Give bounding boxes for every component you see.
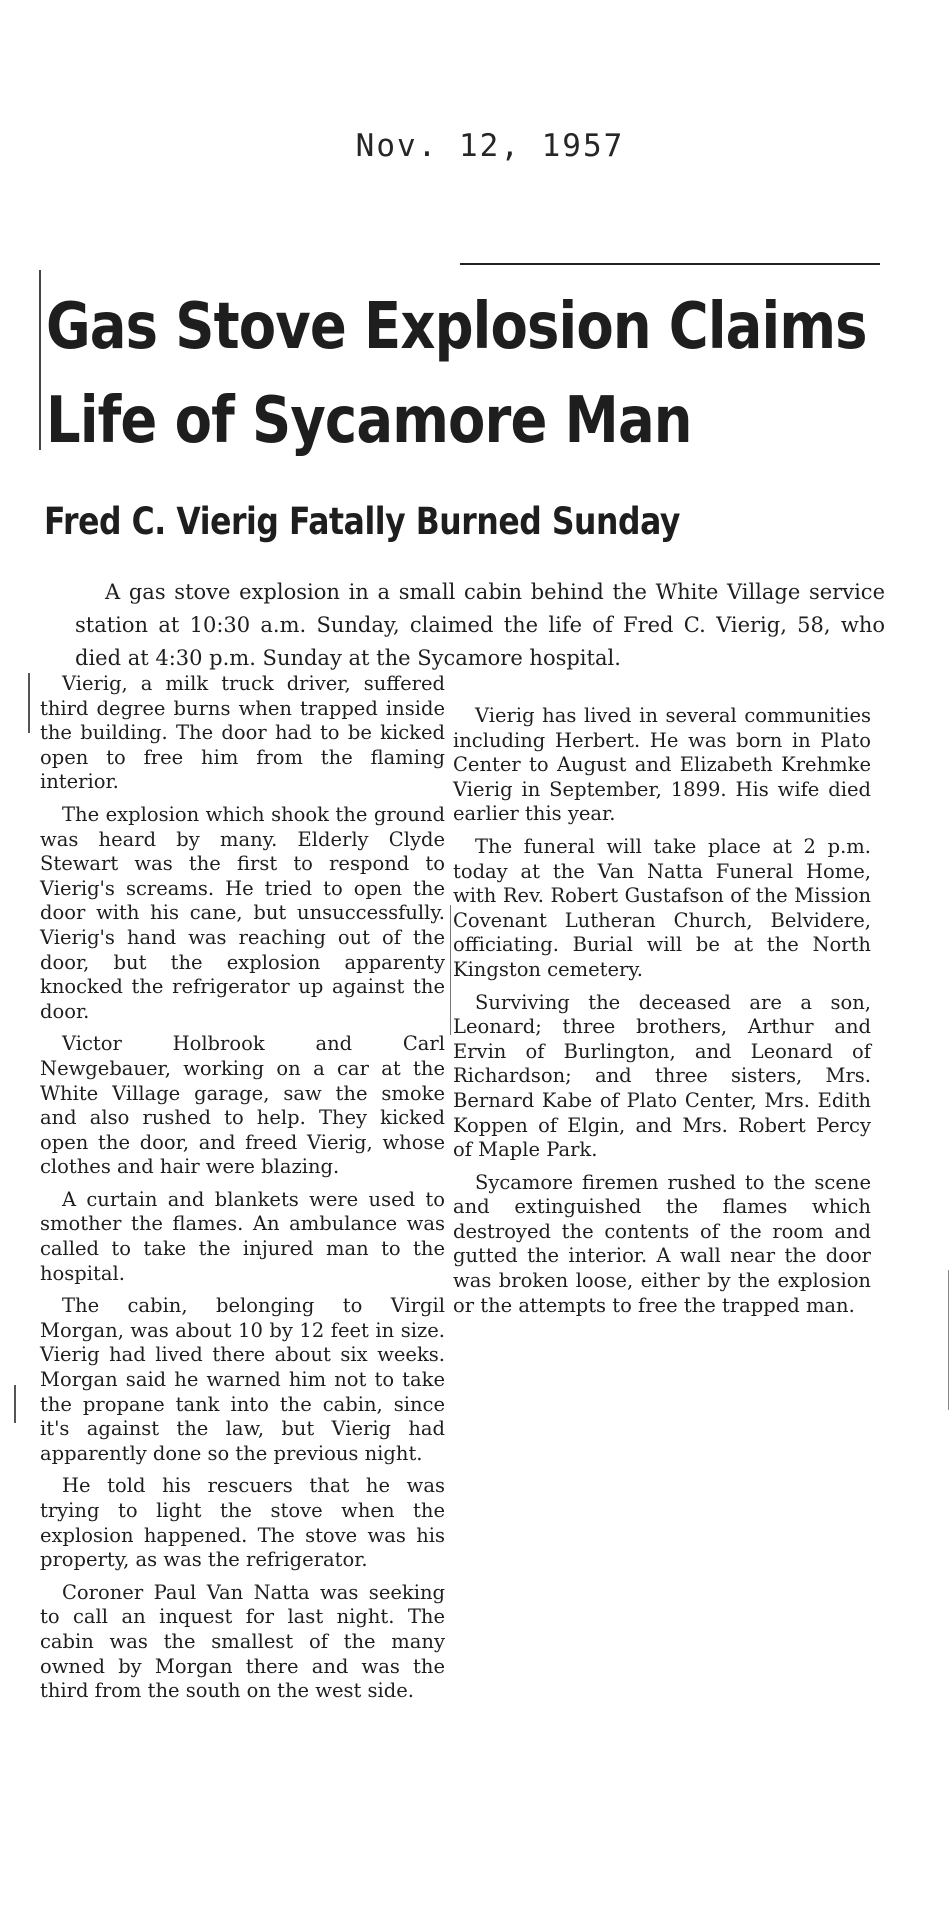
body-paragraph: Coroner Paul Van Natta was seeking to call an inquest for last night. The cabin was the smallest of the many owned by Morgan there and was the third from the south on the west side. [40, 1580, 445, 1703]
column-divider [450, 905, 451, 1035]
body-paragraph: The cabin, belonging to Virgil Morgan, was about 10 by 12 feet in size. Vierig had lived there about six weeks. Morgan said he warned him not to take the propane tank into the cabin, since it's against the law, but Vierig had apparently done so the previous night. [40, 1294, 445, 1465]
subheadline: Fred C. Vierig Fatally Burned Sunday [44, 500, 680, 543]
body-paragraph: The explosion which shook the ground was heard by many. Elderly Clyde Stewart was the first to respond to Vierig's screams. He tried to open the door with his cane, but unsuccessfully. Vierig's hand was reaching out of the door, but the explosion apparenty knocked the refrigerator up against the door. [40, 802, 445, 1023]
headline-left-rule [39, 270, 41, 450]
clipping-date: Nov. 12, 1957 [355, 128, 625, 164]
headline-top-rule [460, 263, 880, 265]
body-paragraph: The funeral will take place at 2 p.m. today at the Van Natta Funeral Home, with Rev. Robert Gustafson of the Mission Covenant Lutheran Church, Belvidere, officiating. Burial will be at the North Kingston cemetery. [453, 834, 871, 981]
lead-paragraph: A gas stove explosion in a small cabin behind the White Village service station at 10:30 a.m. Sunday, claimed the life of Fred C. Vierig, 58, who died at 4:30 p.m. Sunday at the Sycamore hospital. [75, 580, 885, 670]
body-paragraph: Surviving the deceased are a son, Leonard; three brothers, Arthur and Ervin of Burlington, and Leonard of Richardson; and three sisters, Mrs. Bernard Kabe of Plato Center, Mrs. Edith Koppen of Elgin, and Mrs. Robert Percy of Maple Park. [453, 990, 871, 1162]
body-paragraph: A curtain and blankets were used to smother the flames. An ambulance was called to take the injured man to the hospital. [40, 1187, 445, 1285]
body-paragraph: He told his rescuers that he was trying to light the stove when the explosion happened. The stove was his property, as was the refrigerator. [40, 1474, 445, 1572]
body-paragraph: Vierig, a milk truck driver, suffered third degree burns when trapped inside the building. The door had to be kicked open to free him from the flaming interior. [40, 672, 445, 794]
article-right-column [453, 704, 871, 1326]
body-paragraph: Vierig has lived in several communities including Herbert. He was born in Plato Center to August and Elizabeth Krehmke Vierig in September, 1899. His wife died earlier this year. [453, 704, 871, 826]
headline: Gas Stove Explosion Claims Life of Sycamore Man [46, 290, 867, 458]
scan-margin-mark [14, 1385, 16, 1423]
scan-margin-mark [28, 673, 30, 733]
body-paragraph: Sycamore firemen rushed to the scene and extinguished the flames which destroyed the contents of the room and gutted the interior. A wall near the door was broken loose, either by the explosion or the attempts to free the trapped man. [453, 1170, 871, 1317]
article-left-column [40, 672, 445, 1712]
body-paragraph: Victor Holbrook and Carl Newgebauer, working on a car at the White Village garage, saw the smoke and also rushed to help. They kicked open the door, and freed Vierig, whose clothes and hair were blazing. [40, 1032, 445, 1179]
